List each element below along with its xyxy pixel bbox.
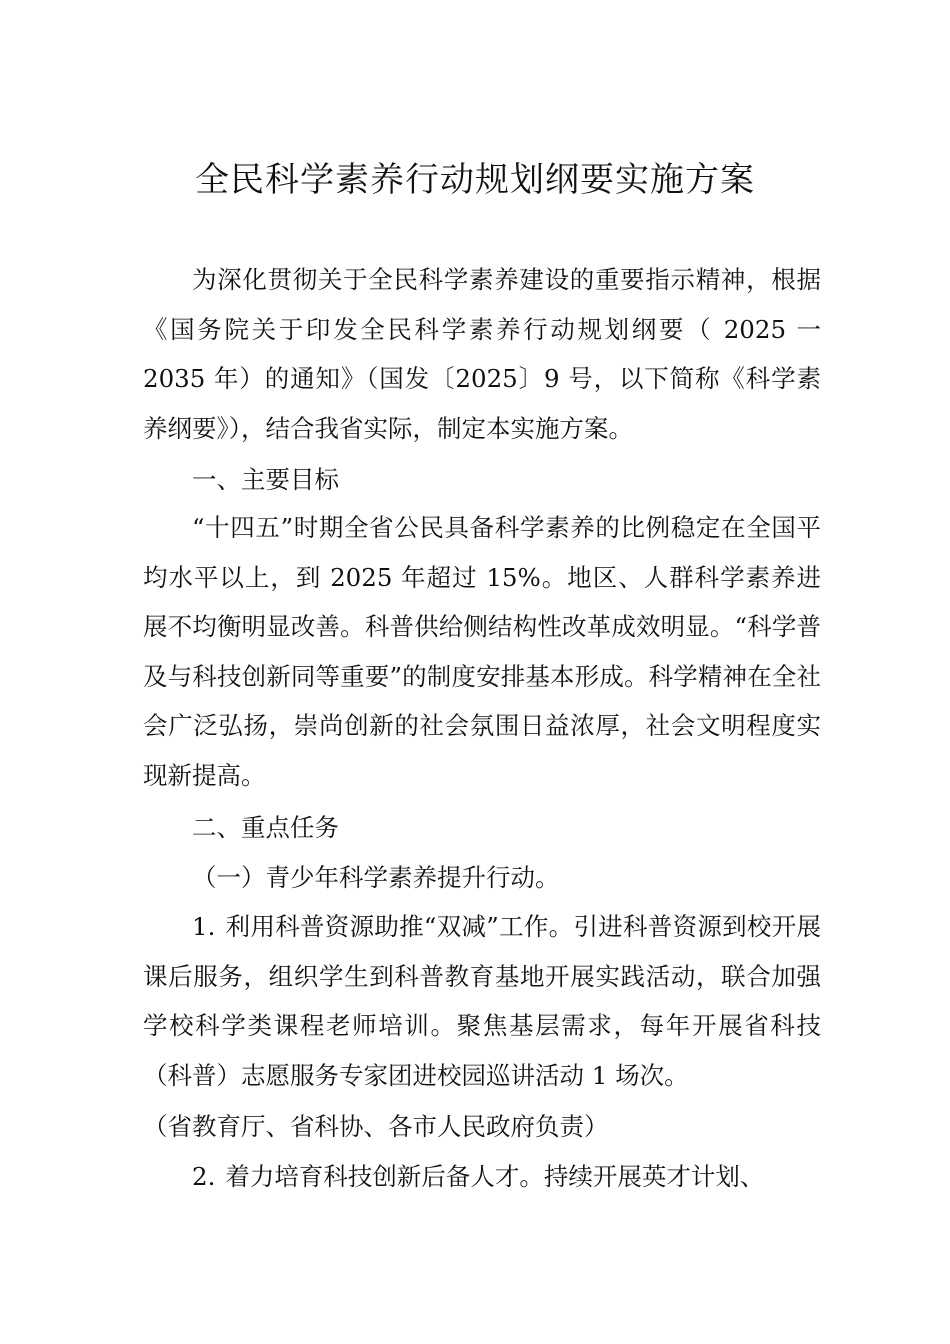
section-heading-main-goals: 一、主要目标 [192, 465, 339, 494]
main-goals-paragraph: “十四五”时期全省公民具备科学素养的比例稳定在全国平均水平以上，到 2025 年超过 15%。地区、人群科学素养进展不均衡明显改善。科普供给侧结构性改革成效明显。“科学普及与科技创新同等重要”的制度安排基本形成。科学精神在全社会广泛弘扬，崇尚创新的社会氛围日益浓厚，社会文明程度实现新提高。 [143, 513, 821, 790]
task-item-2-text: 着力培育科技创新后备人才。持续开展英才计划、 [225, 1162, 765, 1191]
task-item-1-text: 利用科普资源助推“双减”工作。引进科普资源到校开展课后服务，组织学生到科普教育基地开展实践活动，联合加强学校科学类课程老师培训。聚焦基层需求，每年开展省科技（科普）志愿服务专家团进校园巡讲活动 1 场次。 [143, 912, 821, 1090]
section-heading-key-tasks: 二、重点任务 [192, 813, 339, 842]
task-item-1 [143, 902, 821, 1100]
task-item-2-number: 2. [192, 1162, 216, 1191]
subsection-heading-youth-action: （一）青少年科学素养提升行动。 [192, 863, 560, 892]
task-item-1-number: 1. [192, 912, 216, 941]
task-item-2 [143, 1152, 821, 1202]
document-title: 全民科学素养行动规划纲要实施方案 [195, 160, 755, 200]
task-item-1-responsible: （省教育厅、省科协、各市人民政府负责） [143, 1112, 609, 1141]
intro-paragraph: 为深化贯彻关于全民科学素养建设的重要指示精神，根据《国务院关于印发全民科学素养行动规划纲要（ 2025 一 2035 年）的通知》（国发〔2025〕9 号，以下简称《科学素养纲要》），结合我省实际，制定本实施方案。 [143, 265, 821, 443]
